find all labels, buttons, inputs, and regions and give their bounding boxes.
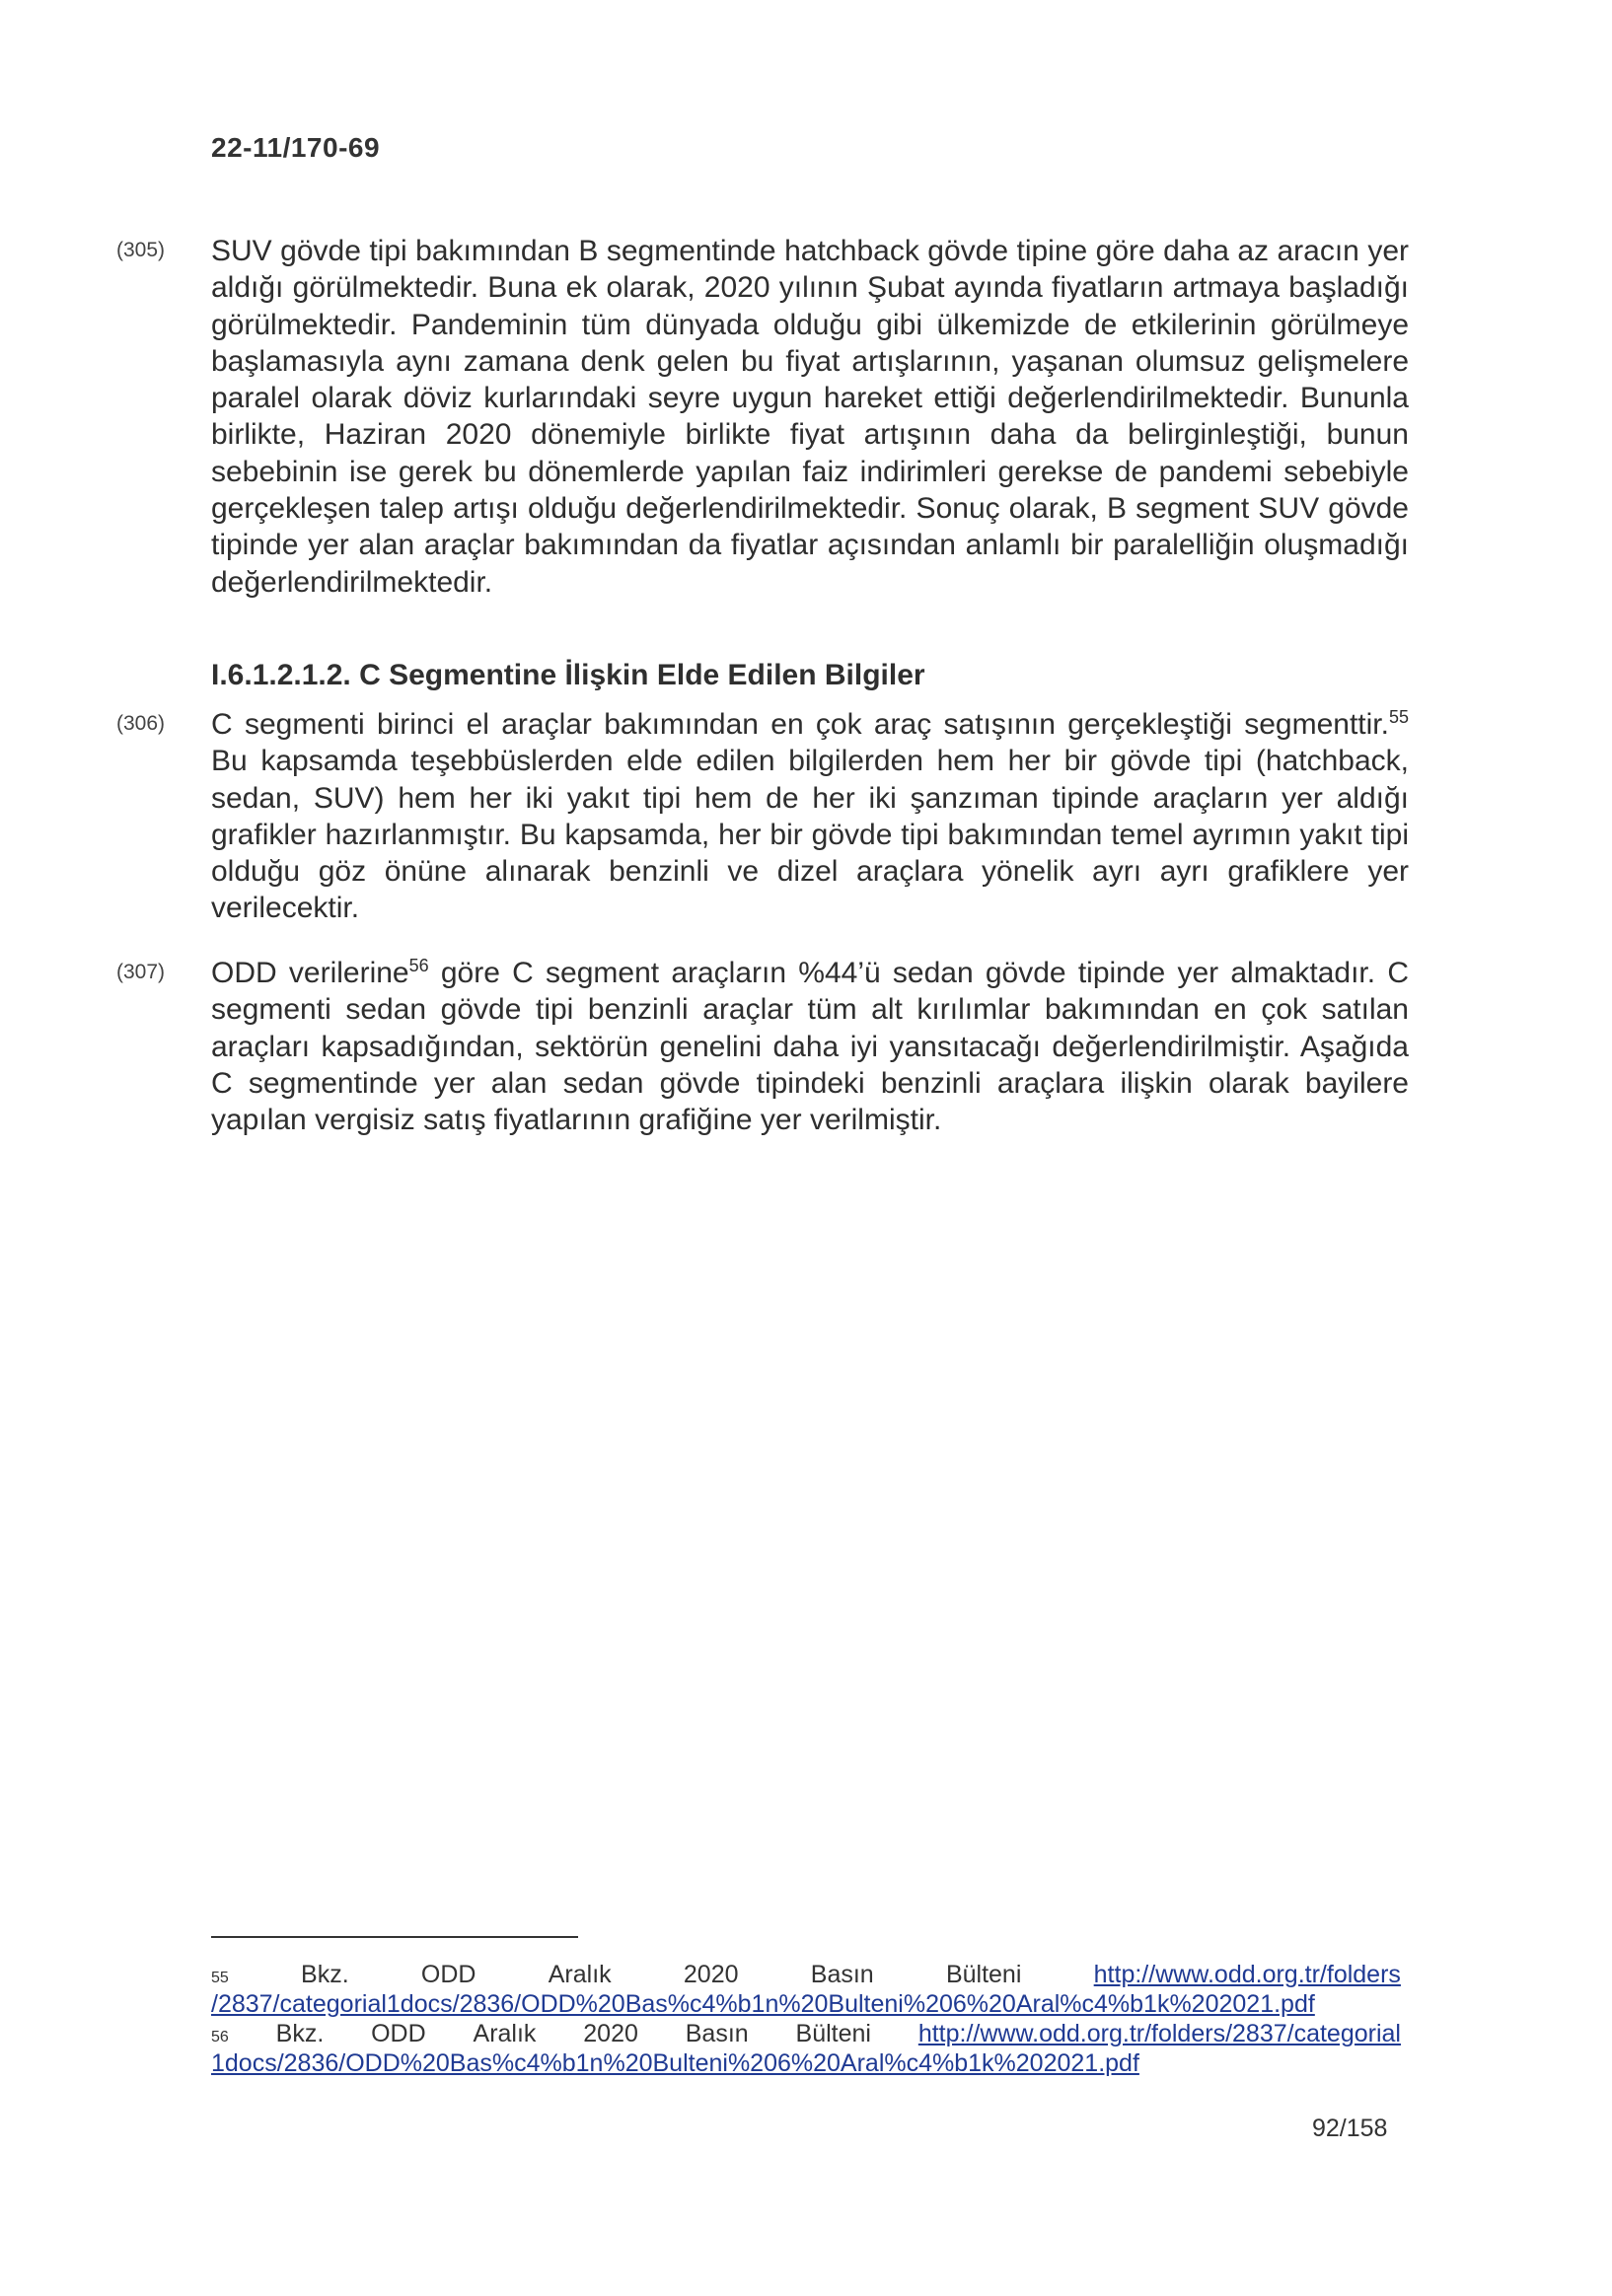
page-number: 92/158 — [1312, 2115, 1388, 2142]
footnote-55 — [211, 1960, 1401, 2019]
document-number: 22-11/170-69 — [211, 132, 381, 163]
footnote-word: Bkz. — [275, 2020, 325, 2047]
footnote-word: ODD — [371, 2020, 426, 2047]
footnote-reference: 56 — [408, 956, 429, 975]
footnote-reference: 55 — [1388, 707, 1409, 727]
footnote-word: 2020 — [683, 1961, 739, 1988]
footnote-link[interactable]: http://www.odd.org.tr/folders — [1093, 1961, 1401, 1988]
footnote-word: Bkz. — [301, 1961, 349, 1988]
paragraph-number: (305) — [116, 239, 166, 261]
footnote-separator — [211, 1936, 578, 1938]
paragraph-text: SUV gövde tipi bakımından B segmentinde hatchback gövde tipine göre daha az aracın yer aldığı görülmektedir. Buna ek olarak, 2020 yılının Şubat ayında fiyatların artmaya başladığı görülmektedir. Pandeminin tüm dünyada olduğu gibi ülkemizde de etkilerinin görülmeye başlamasıyla aynı zamana denk gelen bu fiyat artışlarının, yaşanan olumsuz gelişmelere paralel olarak döviz kurlarındaki seyre uygun hareket ettiği değerlendirilmektedir. Bununla birlikte, Haziran 2020 dönemiyle birlikte fiyat artışının daha da belirginleştiği, bunun sebebinin ise gerek bu dönemlerde yapılan faiz indirimleri gerekse de pandemi sebebiyle gerçekleşen talep artışı olduğu değerlendirilmektedir. Sonuç olarak, B segment SUV gövde tipinde yer alan araçlar bakımından da fiyatlar açısından anlamlı bir paralelliğin oluşmadığı değerlendirilmektedir. — [211, 235, 1409, 599]
footnote-word: ODD — [420, 1961, 476, 1988]
paragraph-text-part: C segmenti birinci el araçlar bakımından en çok araç satışının gerçekleştiği segmenttir. — [211, 708, 1389, 741]
footnote-link[interactable]: /2837/categorial1docs/2836/ODD%20Bas%c4%b1n%20Bulteni%206%20Aral%c4%b1k%202021.pdf — [211, 1990, 1315, 2018]
section-heading: I.6.1.2.1.2. C Segmentine İlişkin Elde Edilen Bilgiler — [211, 659, 925, 691]
paragraph-text-part: göre C segment araçların %44’ü sedan gövde tipinde yer almaktadır. C segmenti sedan gövde tipi benzinli araçlar tüm alt kırılımlar bakımından en çok satılan araçları kapsadığından, sektörün genelini daha iyi yansıtacağı değerlendirilmiştir. Aşağıda C segmentinde yer alan sedan gövde tipindeki benzinli araçlara ilişkin olarak bayilere yapılan vergisiz satış fiyatlarının grafiğine yer verilmiştir. — [211, 957, 1409, 1137]
footnote-word: Basın — [810, 1961, 874, 1988]
footnote-word: Aralık — [473, 2020, 537, 2047]
paragraph-text-part: Bu kapsamda teşebbüslerden elde edilen bilgilerden hem her bir gövde tipi (hatchback, sedan, SUV) hem her iki yakıt tipi hem de her iki şanzıman tipinde araçların yer aldığı grafikler hazırlanmıştır. Bu kapsamda, her bir gövde tipi bakımından temel ayrımın yakıt tipi olduğu göz önüne alınarak benzinli ve dizel araçlara yönelik ayrı ayrı grafiklere yer verilecektir. — [211, 745, 1409, 925]
footnote-word: 2020 — [583, 2020, 638, 2047]
paragraph-text — [211, 706, 1409, 927]
footnote-word: Bülteni — [795, 2020, 871, 2047]
footnote-link[interactable]: 1docs/2836/ODD%20Bas%c4%b1n%20Bulteni%206%20Aral%c4%b1k%202021.pdf — [211, 2049, 1139, 2077]
paragraph-text-part: ODD verilerine — [211, 957, 409, 989]
footnote-word: Aralık — [548, 1961, 612, 1988]
footnote-line — [211, 1989, 1401, 2019]
footnote-56 — [211, 2019, 1401, 2078]
footnote-line: 56 Bkz. ODD Aralık 2020 Basın Bülteni http://www.odd.org.tr/folders/2837/categorial — [211, 2020, 1401, 2047]
footnote-line — [211, 2048, 1401, 2078]
paragraph-number: (306) — [116, 712, 166, 735]
footnote-word: Bülteni — [945, 1961, 1022, 1988]
paragraph-number: (307) — [116, 961, 166, 983]
paragraph-text — [211, 955, 1409, 1138]
footnote-word: Basın — [685, 2020, 749, 2047]
footnote-link[interactable]: http://www.odd.org.tr/folders/2837/categorial — [917, 2020, 1401, 2047]
footnote-line: 55 Bkz. ODD Aralık 2020 Basın Bülteni http://www.odd.org.tr/folders — [211, 1961, 1401, 1988]
